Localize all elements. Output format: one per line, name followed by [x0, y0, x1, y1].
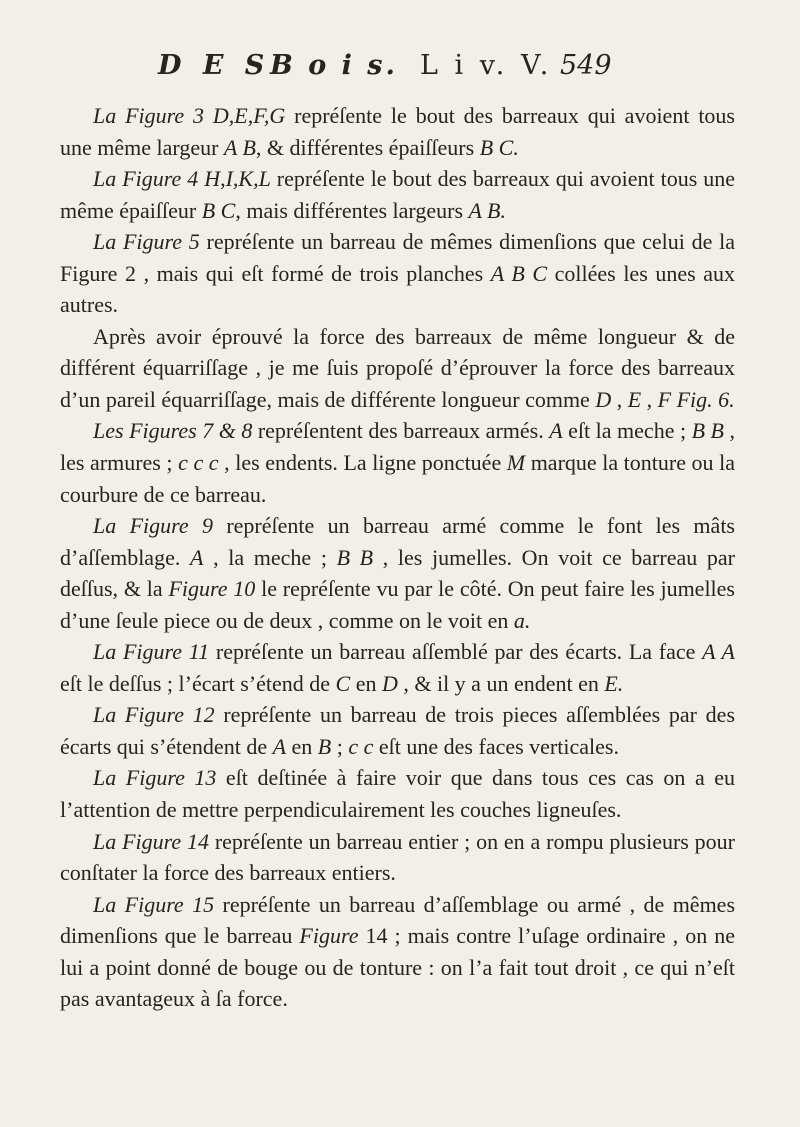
paragraph: [60, 889, 735, 1015]
text-run: repréſente un barreau d’aſſemblage ou armé , de mêmes dimenſions que le barreau: [60, 891, 736, 949]
letter-ref: M: [506, 450, 526, 476]
text-run: [204, 103, 213, 128]
text-run: eſt le deſſus ; l’écart s’étend de: [60, 670, 336, 696]
paragraph: [60, 636, 735, 699]
letter-ref: E: [627, 386, 642, 412]
letter-ref: c c c: [178, 450, 219, 476]
figure-ref: La Figure 11: [93, 639, 210, 665]
text-run: Après avoir éprouvé la force des barreaux de même longueur & de différent équarriſſage , je me ſuis propoſé d’éprouver la force des barreaux d’un pareil équarriſſage, mais de différente longueur comme: [60, 323, 735, 412]
letter-ref: A: [272, 733, 287, 759]
paragraph: [60, 163, 735, 226]
letter-ref: a.: [513, 607, 531, 633]
text-run: 14 ; mais contre l’uſage ordinaire , on ne lui a point donné de bouge ou de tonture : on l’a fait tout droit , ce qui n’eſt pas avantageux à ſa force.: [60, 923, 735, 1012]
figure-ref: Figure: [299, 923, 359, 949]
text-run: repréſente le bout des barreaux qui avoient tous une même épaiſſeur: [60, 166, 736, 223]
letter-ref: B C: [201, 197, 236, 223]
letter-ref: A A: [702, 639, 735, 665]
letter-ref: c c: [348, 733, 374, 759]
text-run: repréſente un barreau de trois pieces aſſemblées par des écarts qui s’étendent de: [60, 702, 736, 759]
text-run: eſt la meche ;: [562, 418, 692, 444]
figure-ref: La Figure 3: [93, 103, 205, 128]
header-title: B o i s.: [270, 50, 398, 81]
text-run: marque la tonture ou la courbure de ce barreau.: [60, 450, 736, 507]
letter-ref: B B: [691, 418, 724, 444]
text-run: le repréſente vu par le côté. On peut faire les jumelles d’une ſeule piece ou de deux , comme on le voit en: [60, 576, 735, 633]
letter-ref: A: [549, 418, 563, 444]
text-run: eſt deſtinée à faire voir que dans tous ces cas on a eu l’attention de mettre perpendiculairement les couches ligneuſes.: [60, 765, 736, 823]
figure-ref: La Figure 15: [93, 891, 215, 917]
text-run: ,: [611, 386, 628, 412]
figure-number: 10: [233, 576, 256, 602]
letter-ref: H,I,K,L: [204, 166, 271, 192]
text-run: ,: [641, 386, 658, 412]
text-run: repréſente un barreau aſſemblé par des écarts. La face: [209, 639, 703, 665]
text-run: repréſente un barreau armé comme le font les mâts d’aſſemblage.: [60, 513, 735, 570]
letter-ref: D: [381, 670, 398, 696]
figure-ref: La Figure 12: [93, 702, 215, 728]
text-run: repréſente le bout des barreaux qui avoient tous une même largeur: [60, 103, 735, 160]
text-run: , les jumelles. On voit ce barreau par deſſus, & la: [60, 544, 735, 602]
letter-ref: C: [335, 670, 351, 696]
text-run: repréſente un barreau de mêmes dimenſions que celui de la Figure 2 , mais qui eſt formé de trois planches: [60, 229, 735, 286]
figure-ref: La Figure 5: [93, 229, 200, 255]
page-number: 549: [560, 50, 612, 81]
header-left: D E S: [158, 50, 271, 81]
letter-ref: B C.: [479, 134, 519, 160]
letter-ref: D: [595, 386, 612, 412]
letter-ref: D,E,F,G: [212, 103, 286, 128]
text-run: repréſente un barreau entier ; on en a rompu plusieurs pour conſtater la force des barreaux entiers.: [60, 828, 736, 886]
text-run: eſt une des faces verticales.: [373, 733, 619, 759]
letter-ref: B B: [336, 544, 374, 570]
page-body: [60, 100, 735, 1015]
text-run: , & il y a un endent en: [397, 670, 605, 696]
letter-ref: A: [189, 544, 204, 570]
text-run: , mais différentes largeurs: [235, 197, 469, 223]
letter-ref: A B.: [468, 197, 506, 223]
paragraph: [60, 826, 735, 889]
text-run: en: [286, 733, 318, 759]
paragraph: [60, 321, 735, 416]
text-run: ;: [331, 733, 349, 759]
paragraph: [60, 415, 735, 510]
text-run: , les armures ;: [60, 418, 735, 476]
running-header: [140, 50, 650, 100]
paragraph: [60, 100, 735, 163]
figure-ref: La Figure 13: [93, 765, 217, 791]
letter-ref: A B: [223, 134, 256, 160]
text-run: en: [350, 670, 382, 696]
letter-ref: B: [317, 733, 332, 759]
figure-ref: La Figure 9: [93, 513, 213, 539]
text-run: repréſentent des barreaux armés.: [252, 418, 550, 444]
paragraph: [60, 762, 735, 825]
paragraph: [60, 510, 735, 636]
figure-ref: La Figure 14: [93, 828, 209, 854]
letter-ref: F Fig. 6.: [657, 386, 735, 412]
figure-ref: Les Figures 7 & 8: [93, 418, 253, 444]
text-run: , & différentes épaiſſeurs: [255, 134, 480, 160]
letter-ref: E.: [604, 670, 624, 696]
text-run: , la meche ;: [203, 544, 337, 570]
header-book: L i v. V.: [420, 50, 553, 81]
paragraph: [60, 226, 735, 321]
letter-ref: A B C: [490, 260, 548, 286]
text-run: collées les unes aux autres.: [60, 260, 736, 318]
figure-ref: La Figure 4: [93, 166, 199, 192]
paragraph: [60, 699, 735, 762]
text-run: , les endents. La ligne ponctuée: [218, 450, 507, 476]
figure-ref: Figure: [168, 576, 228, 602]
